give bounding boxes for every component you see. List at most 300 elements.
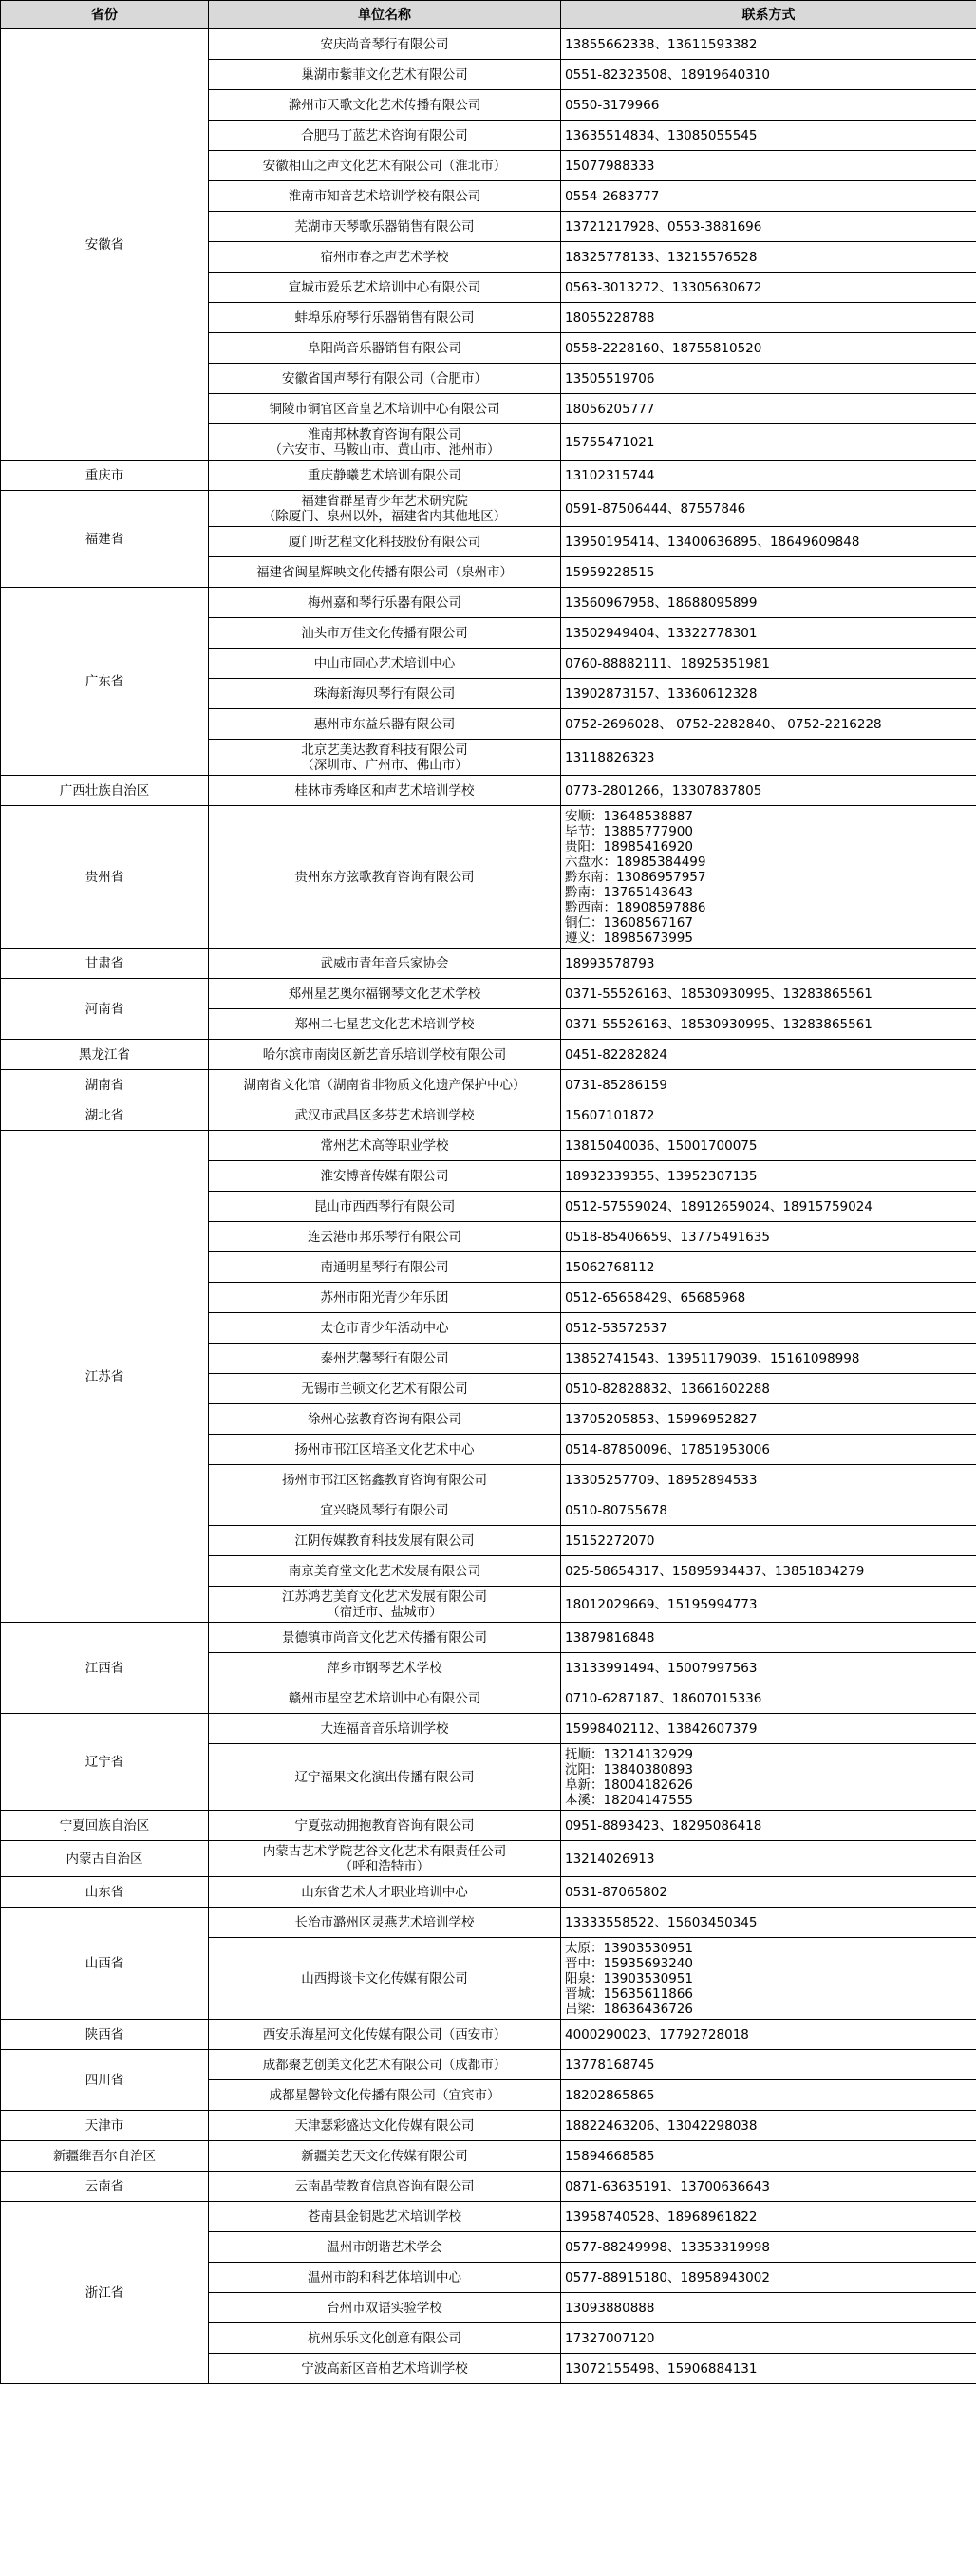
unit-name-cell: [209, 1495, 561, 1526]
unit-name-cell: [209, 1744, 561, 1811]
unit-name-cell: [209, 949, 561, 979]
contact-line: 18056205777: [565, 401, 655, 417]
contact-cell: [561, 1009, 976, 1040]
unit-name-cell: [209, 1040, 561, 1070]
unit-name-cell: [209, 527, 561, 557]
contact-cell: [561, 709, 976, 740]
province-cell: 江西省: [1, 1623, 209, 1714]
contact-cell: [561, 1683, 976, 1714]
unit-name-cell: [209, 2141, 561, 2172]
contact-cell: [561, 1222, 976, 1252]
unit-name-cell: [209, 424, 561, 461]
contact-line: 0773-2801266，13307837805: [565, 782, 762, 799]
contact-cell: [561, 364, 976, 394]
contact-cell: [561, 1404, 976, 1435]
unit-name-line: 北京艺美达教育科技有限公司: [301, 742, 468, 758]
unit-name-line: 宿州市春之声艺术学校: [320, 249, 449, 265]
unit-name-line: 武汉市武昌区多芬艺术培训学校: [294, 1107, 475, 1123]
contact-cell: [561, 1100, 976, 1131]
table-row: [1, 1040, 976, 1070]
unit-name-line: 芜湖市天琴歌乐器销售有限公司: [294, 218, 475, 235]
contact-line: 13214026913: [565, 1851, 655, 1867]
table-row: [1, 2020, 976, 2050]
contact-line: 13093880888: [565, 2300, 655, 2316]
unit-name-line: 福建省闽星辉映文化传播有限公司（泉州市）: [256, 564, 513, 580]
province-cell: 江苏省: [1, 1131, 209, 1623]
unit-name-cell: [209, 1192, 561, 1222]
table-row: [1, 2050, 976, 2080]
unit-name-line: 宣城市爱乐艺术培训中心有限公司: [288, 279, 481, 295]
unit-name-line: 萍乡市钢琴艺术学校: [327, 1660, 442, 1676]
contact-cell: [561, 1192, 976, 1222]
contact-line: 18993578793: [565, 955, 655, 971]
contact-line: 晋城：15635611866: [565, 1985, 693, 2002]
unit-name-line: 淮南市知音艺术培训学校有限公司: [288, 188, 481, 204]
contact-cell: [561, 303, 976, 333]
province-cell: 黑龙江省: [1, 1040, 209, 1070]
unit-name-line: 重庆静曦艺术培训有限公司: [308, 467, 461, 483]
province-cell: 陕西省: [1, 2020, 209, 2050]
unit-name-cell: [209, 181, 561, 212]
province-cell: 山东省: [1, 1877, 209, 1908]
contact-line: 0512-53572537: [565, 1320, 667, 1336]
contact-cell: [561, 649, 976, 679]
contact-cell: [561, 2141, 976, 2172]
unit-name-cell: [209, 394, 561, 424]
unit-name-cell: [209, 709, 561, 740]
contact-line: 18055228788: [565, 310, 655, 326]
unit-name-cell: [209, 1344, 561, 1374]
contact-cell: [561, 212, 976, 242]
province-cell: 甘肃省: [1, 949, 209, 979]
contact-line: 18822463206、13042298038: [565, 2117, 758, 2134]
table-body: [1, 29, 976, 2384]
contact-cell: [561, 1841, 976, 1877]
contact-cell: [561, 181, 976, 212]
contact-line: 阳泉：13903530951: [565, 1970, 693, 1986]
unit-name-cell: [209, 1683, 561, 1714]
unit-name-cell: [209, 2323, 561, 2354]
contact-line: 0591-87506444、87557846: [565, 500, 746, 517]
contact-cell: [561, 949, 976, 979]
table-row: [1, 1811, 976, 1841]
unit-name-line: 福建省群星青少年艺术研究院: [301, 493, 468, 509]
table-header: [1, 1, 976, 29]
unit-name-cell: [209, 1070, 561, 1100]
contact-line: 13118826323: [565, 749, 655, 765]
unit-name-line: 苏州市阳光青少年乐团: [320, 1289, 449, 1306]
unit-name-cell: [209, 1131, 561, 1161]
contact-line: 0577-88249998、13353319998: [565, 2239, 770, 2255]
contact-cell: [561, 740, 976, 776]
unit-name-line: （深圳市、广州市、佛山市）: [301, 757, 468, 773]
contact-line: 晋中：15935693240: [565, 1955, 693, 1971]
header-unit: 单位名称: [209, 1, 561, 29]
contact-line: 13305257709、18952894533: [565, 1472, 758, 1488]
contact-line: 17327007120: [565, 2330, 655, 2346]
contact-line: 0563-3013272、13305630672: [565, 279, 762, 295]
unit-name-line: 梅州嘉和琴行乐器有限公司: [308, 594, 461, 611]
table-row: [1, 979, 976, 1009]
table-row: [1, 1070, 976, 1100]
unit-name-line: 内蒙古艺术学院艺谷文化艺术有限责任公司: [262, 1843, 507, 1859]
unit-name-cell: [209, 740, 561, 776]
contact-cell: [561, 2111, 976, 2141]
unit-name-line: 巢湖市紫菲文化艺术有限公司: [301, 66, 468, 83]
contact-cell: [561, 1344, 976, 1374]
contact-line: 13505519706: [565, 370, 655, 386]
contact-line: 13502949404、13322778301: [565, 625, 758, 641]
unit-name-cell: [209, 1623, 561, 1653]
contact-cell: [561, 424, 976, 461]
unit-name-cell: [209, 1653, 561, 1683]
unit-name-cell: [209, 1283, 561, 1313]
unit-name-cell: [209, 303, 561, 333]
unit-name-cell: [209, 90, 561, 121]
table-row: [1, 1841, 976, 1877]
contact-line: 15998402112、13842607379: [565, 1720, 758, 1737]
contact-cell: [561, 1877, 976, 1908]
contact-cell: [561, 90, 976, 121]
table-row: [1, 588, 976, 618]
contact-line: 15152272070: [565, 1532, 655, 1549]
contact-cell: [561, 242, 976, 273]
contact-line: 13855662338、13611593382: [565, 36, 758, 52]
contact-cell: [561, 979, 976, 1009]
unit-name-line: 大连福音音乐培训学校: [320, 1720, 449, 1737]
unit-name-line: 泰州艺馨琴行有限公司: [320, 1350, 449, 1366]
unit-name-line: 苍南县金钥匙艺术培训学校: [308, 2209, 461, 2225]
contact-line: 13133991494、15007997563: [565, 1660, 758, 1676]
unit-name-cell: [209, 679, 561, 709]
unit-name-line: 无锡市兰顿文化艺术有限公司: [301, 1381, 468, 1397]
contact-line: 太原：13903530951: [565, 1940, 693, 1956]
unit-name-cell: [209, 273, 561, 303]
contact-line: 13102315744: [565, 467, 655, 483]
unit-name-cell: [209, 2202, 561, 2232]
province-cell: 湖北省: [1, 1100, 209, 1131]
contact-cell: [561, 1313, 976, 1344]
contact-line: 0510-82828832、13661602288: [565, 1381, 770, 1397]
table-row: [1, 2202, 976, 2232]
unit-name-line: 常州艺术高等职业学校: [320, 1138, 449, 1154]
contact-line: 13333558522、15603450345: [565, 1914, 758, 1930]
contact-cell: [561, 1070, 976, 1100]
unit-name-line: 赣州市星空艺术培训中心有限公司: [288, 1690, 481, 1706]
contact-line: 13815040036、15001700075: [565, 1138, 758, 1154]
contact-cell: [561, 776, 976, 806]
contact-cell: [561, 1435, 976, 1465]
unit-name-line: 成都聚艺创美文化艺术有限公司（成都市）: [262, 2057, 507, 2073]
unit-name-line: 湖南省文化馆（湖南省非物质文化遗产保护中心）: [243, 1077, 526, 1093]
contact-cell: [561, 2354, 976, 2384]
province-cell: 贵州省: [1, 806, 209, 949]
contact-line: 0760-88882111、18925351981: [565, 655, 770, 671]
contact-cell: [561, 60, 976, 90]
table-row: [1, 29, 976, 60]
unit-name-line: 江苏鸿艺美育文化艺术发展有限公司: [282, 1589, 487, 1605]
contact-line: 0451-82282824: [565, 1046, 667, 1062]
contact-cell: [561, 1465, 976, 1495]
contact-line: 0510-80755678: [565, 1502, 667, 1518]
unit-name-line: 连云港市邦乐琴行有限公司: [308, 1229, 461, 1245]
contact-line: 黔东南：13086957957: [565, 869, 706, 885]
unit-name-line: 徐州心弦教育咨询有限公司: [308, 1411, 461, 1427]
table-row: [1, 1877, 976, 1908]
unit-name-line: 景德镇市尚音文化艺术传播有限公司: [282, 1629, 487, 1645]
contact-cell: [561, 394, 976, 424]
unit-name-line: 安庆尚音琴行有限公司: [320, 36, 449, 52]
unit-name-cell: [209, 776, 561, 806]
unit-name-cell: [209, 212, 561, 242]
unit-name-cell: [209, 1465, 561, 1495]
province-cell: 安徽省: [1, 29, 209, 461]
contact-cell: [561, 618, 976, 649]
contact-cell: [561, 2323, 976, 2354]
contact-line: 15755471021: [565, 434, 655, 450]
unit-name-line: 中山市同心艺术培训中心: [313, 655, 456, 671]
unit-name-cell: [209, 1714, 561, 1744]
table-row: [1, 806, 976, 949]
header-province: 省份: [1, 1, 209, 29]
unit-name-line: 台州市双语实验学校: [327, 2300, 442, 2316]
table-row: [1, 1714, 976, 1744]
unit-name-line: 铜陵市铜官区音皇艺术培训中心有限公司: [269, 401, 500, 417]
unit-name-line: 云南晶莹教育信息咨询有限公司: [294, 2178, 475, 2194]
province-cell: 宁夏回族自治区: [1, 1811, 209, 1841]
contact-line: 15607101872: [565, 1107, 655, 1123]
contact-cell: [561, 2232, 976, 2263]
table-row: [1, 491, 976, 527]
province-cell: 天津市: [1, 2111, 209, 2141]
unit-name-line: 扬州市邗江区培圣文化艺术中心: [294, 1441, 475, 1457]
contact-cell: [561, 1556, 976, 1587]
contact-line: 13950195414、13400636895、18649609848: [565, 534, 860, 550]
unit-name-cell: [209, 1435, 561, 1465]
contact-line: 黔西南：18908597886: [565, 899, 706, 915]
contact-line: 0871-63635191、13700636643: [565, 2178, 770, 2194]
contact-cell: [561, 1744, 976, 1811]
unit-name-cell: [209, 1100, 561, 1131]
unit-name-line: 武威市青年音乐家协会: [320, 955, 449, 971]
unit-name-cell: [209, 2293, 561, 2323]
contact-line: 本溪：18204147555: [565, 1792, 693, 1808]
contact-line: 13958740528、18968961822: [565, 2209, 758, 2225]
contact-cell: [561, 588, 976, 618]
unit-name-line: 郑州二七星艺文化艺术培训学校: [294, 1016, 475, 1032]
unit-name-line: 南通明星琴行有限公司: [320, 1259, 449, 1275]
table-row: [1, 949, 976, 979]
contact-cell: [561, 1495, 976, 1526]
table-row: [1, 461, 976, 491]
contact-cell: [561, 1908, 976, 1938]
unit-name-line: 西安乐海星河文化传媒有限公司（西安市）: [262, 2026, 507, 2042]
contact-cell: [561, 806, 976, 949]
unit-name-cell: [209, 2080, 561, 2111]
unit-name-line: 蚌埠乐府琴行乐器销售有限公司: [294, 310, 475, 326]
contact-cell: [561, 121, 976, 151]
contact-line: 18325778133、13215576528: [565, 249, 758, 265]
unit-name-cell: [209, 1526, 561, 1556]
contact-line: 0752-2696028、 0752-2282840、 0752-2216228: [565, 716, 882, 732]
unit-name-cell: [209, 618, 561, 649]
province-cell: 云南省: [1, 2172, 209, 2202]
contact-cell: [561, 1526, 976, 1556]
unit-name-cell: [209, 1908, 561, 1938]
contact-line: 13721217928、0553-3881696: [565, 218, 762, 235]
unit-name-cell: [209, 806, 561, 949]
unit-name-line: 新疆美艺天文化传媒有限公司: [301, 2148, 468, 2164]
contact-line: 18932339355、13952307135: [565, 1168, 758, 1184]
unit-name-line: 哈尔滨市南岗区新艺音乐培训学校有限公司: [262, 1046, 507, 1062]
contact-line: 4000290023、17792728018: [565, 2026, 749, 2042]
unit-name-line: 长治市潞州区灵燕艺术培训学校: [294, 1914, 475, 1930]
unit-name-cell: [209, 1161, 561, 1192]
unit-name-line: 天津瑟彩盛达文化传媒有限公司: [294, 2117, 475, 2134]
contact-line: 0371-55526163、18530930995、13283865561: [565, 986, 873, 1002]
contact-line: 025-58654317、15895934437、13851834279: [565, 1563, 865, 1579]
unit-name-cell: [209, 1222, 561, 1252]
unit-name-cell: [209, 1313, 561, 1344]
province-cell: 辽宁省: [1, 1714, 209, 1811]
contact-line: 13879816848: [565, 1629, 655, 1645]
unit-name-line: 惠州市东益乐器有限公司: [313, 716, 456, 732]
unit-name-line: （呼和浩特市）: [339, 1858, 430, 1874]
contact-line: 15894668585: [565, 2148, 655, 2164]
contact-line: 0551-82323508、18919640310: [565, 66, 770, 83]
unit-name-cell: [209, 979, 561, 1009]
unit-name-cell: [209, 1556, 561, 1587]
contact-line: 0550-3179966: [565, 97, 660, 113]
unit-name-line: 宁波高新区音柏艺术培训学校: [301, 2360, 468, 2377]
unit-name-cell: [209, 2232, 561, 2263]
unit-name-cell: [209, 1587, 561, 1623]
contact-line: 铜仁：13608567167: [565, 914, 693, 931]
contact-line: 0512-65658429、65685968: [565, 1289, 746, 1306]
unit-name-line: 合肥马丁蓝艺术咨询有限公司: [301, 127, 468, 143]
contact-line: 毕节：13885777900: [565, 823, 693, 839]
province-cell: 浙江省: [1, 2202, 209, 2384]
contact-line: 15077988333: [565, 158, 655, 174]
contact-cell: [561, 151, 976, 181]
contact-cell: [561, 2263, 976, 2293]
unit-name-line: 温州市韵和科艺体培训中心: [308, 2269, 461, 2285]
contact-line: 18202865865: [565, 2087, 655, 2103]
contact-line: 0951-8893423、18295086418: [565, 1817, 762, 1833]
contact-cell: [561, 2293, 976, 2323]
unit-name-cell: [209, 151, 561, 181]
unit-name-line: 阜阳尚音乐器销售有限公司: [308, 340, 461, 356]
unit-name-line: （宿迁市、盐城市）: [327, 1604, 442, 1620]
contact-line: 13705205853、15996952827: [565, 1411, 758, 1427]
unit-name-cell: [209, 242, 561, 273]
province-cell: 广西壮族自治区: [1, 776, 209, 806]
unit-name-line: （除厦门、泉州以外，福建省内其他地区）: [262, 508, 507, 524]
contact-cell: [561, 333, 976, 364]
contact-line: 0710-6287187、18607015336: [565, 1690, 762, 1706]
contact-line: 六盘水：18985384499: [565, 854, 706, 870]
unit-name-line: 辽宁福果文化演出传播有限公司: [294, 1769, 475, 1785]
table-row: [1, 1908, 976, 1938]
contact-cell: [561, 491, 976, 527]
unit-name-cell: [209, 2354, 561, 2384]
unit-name-line: 厦门昕艺程文化科技股份有限公司: [288, 534, 481, 550]
unit-name-line: 滁州市天歌文化艺术传播有限公司: [288, 97, 481, 113]
contact-line: 遵义：18985673995: [565, 930, 693, 946]
province-cell: 广东省: [1, 588, 209, 776]
contact-line: 15959228515: [565, 564, 655, 580]
contact-cell: [561, 557, 976, 588]
contact-line: 13072155498、15906884131: [565, 2360, 758, 2377]
contact-line: 0512-57559024、18912659024、18915759024: [565, 1198, 873, 1214]
unit-name-cell: [209, 649, 561, 679]
contact-cell: [561, 1374, 976, 1404]
contact-cell: [561, 1587, 976, 1623]
contact-cell: [561, 527, 976, 557]
contact-line: 13778168745: [565, 2057, 655, 2073]
contact-line: 13560967958、18688095899: [565, 594, 758, 611]
contact-cell: [561, 461, 976, 491]
unit-name-cell: [209, 2020, 561, 2050]
unit-name-cell: [209, 1938, 561, 2020]
contact-line: 0371-55526163、18530930995、13283865561: [565, 1016, 873, 1032]
contact-line: 0531-87065802: [565, 1884, 667, 1900]
unit-name-cell: [209, 60, 561, 90]
unit-name-cell: [209, 333, 561, 364]
unit-name-line: 安徽省国声琴行有限公司（合肥市）: [282, 370, 487, 386]
contact-line: 0518-85406659、13775491635: [565, 1229, 770, 1245]
unit-name-cell: [209, 121, 561, 151]
table-row: [1, 2172, 976, 2202]
unit-name-line: 太仓市青少年活动中心: [320, 1320, 449, 1336]
contact-line: 贵阳：18985416920: [565, 838, 693, 855]
unit-name-line: 温州市朗谐艺术学会: [327, 2239, 442, 2255]
unit-name-line: 珠海新海贝琴行有限公司: [313, 686, 456, 702]
contact-cell: [561, 1040, 976, 1070]
province-cell: 山西省: [1, 1908, 209, 2020]
contact-cell: [561, 1811, 976, 1841]
unit-name-line: 宜兴晓风琴行有限公司: [320, 1502, 449, 1518]
contact-line: 0514-87850096、17851953006: [565, 1441, 770, 1457]
unit-name-line: 汕头市万佳文化传播有限公司: [301, 625, 468, 641]
unit-name-line: 郑州星艺奥尔福钢琴文化艺术学校: [288, 986, 481, 1002]
contact-line: 15062768112: [565, 1259, 655, 1275]
unit-name-line: 宁夏弦动拥抱教育咨询有限公司: [294, 1817, 475, 1833]
contact-cell: [561, 1623, 976, 1653]
unit-name-line: 山西拇谈卡文化传媒有限公司: [301, 1970, 468, 1986]
contact-cell: [561, 1653, 976, 1683]
contact-line: 沈阳：13840380893: [565, 1761, 693, 1777]
contact-cell: [561, 2172, 976, 2202]
unit-name-cell: [209, 29, 561, 60]
contact-cell: [561, 2202, 976, 2232]
unit-name-line: 安徽相山之声文化艺术有限公司（淮北市）: [262, 158, 507, 174]
table-row: [1, 2141, 976, 2172]
unit-name-line: 山东省艺术人才职业培训中心: [301, 1884, 468, 1900]
unit-name-cell: [209, 2050, 561, 2080]
table-row: [1, 1100, 976, 1131]
unit-name-line: （六安市、马鞍山市、黄山市、池州市）: [269, 442, 500, 458]
contact-cell: [561, 1131, 976, 1161]
contact-line: 黔南：13765143643: [565, 884, 693, 900]
province-cell: 内蒙古自治区: [1, 1841, 209, 1877]
unit-name-cell: [209, 1841, 561, 1877]
table-row: [1, 1623, 976, 1653]
contact-line: 安顺：13648538887: [565, 808, 693, 824]
contact-line: 吕梁：18636436726: [565, 2001, 693, 2017]
unit-name-line: 淮南邦林教育咨询有限公司: [308, 426, 461, 442]
table-row: [1, 1131, 976, 1161]
